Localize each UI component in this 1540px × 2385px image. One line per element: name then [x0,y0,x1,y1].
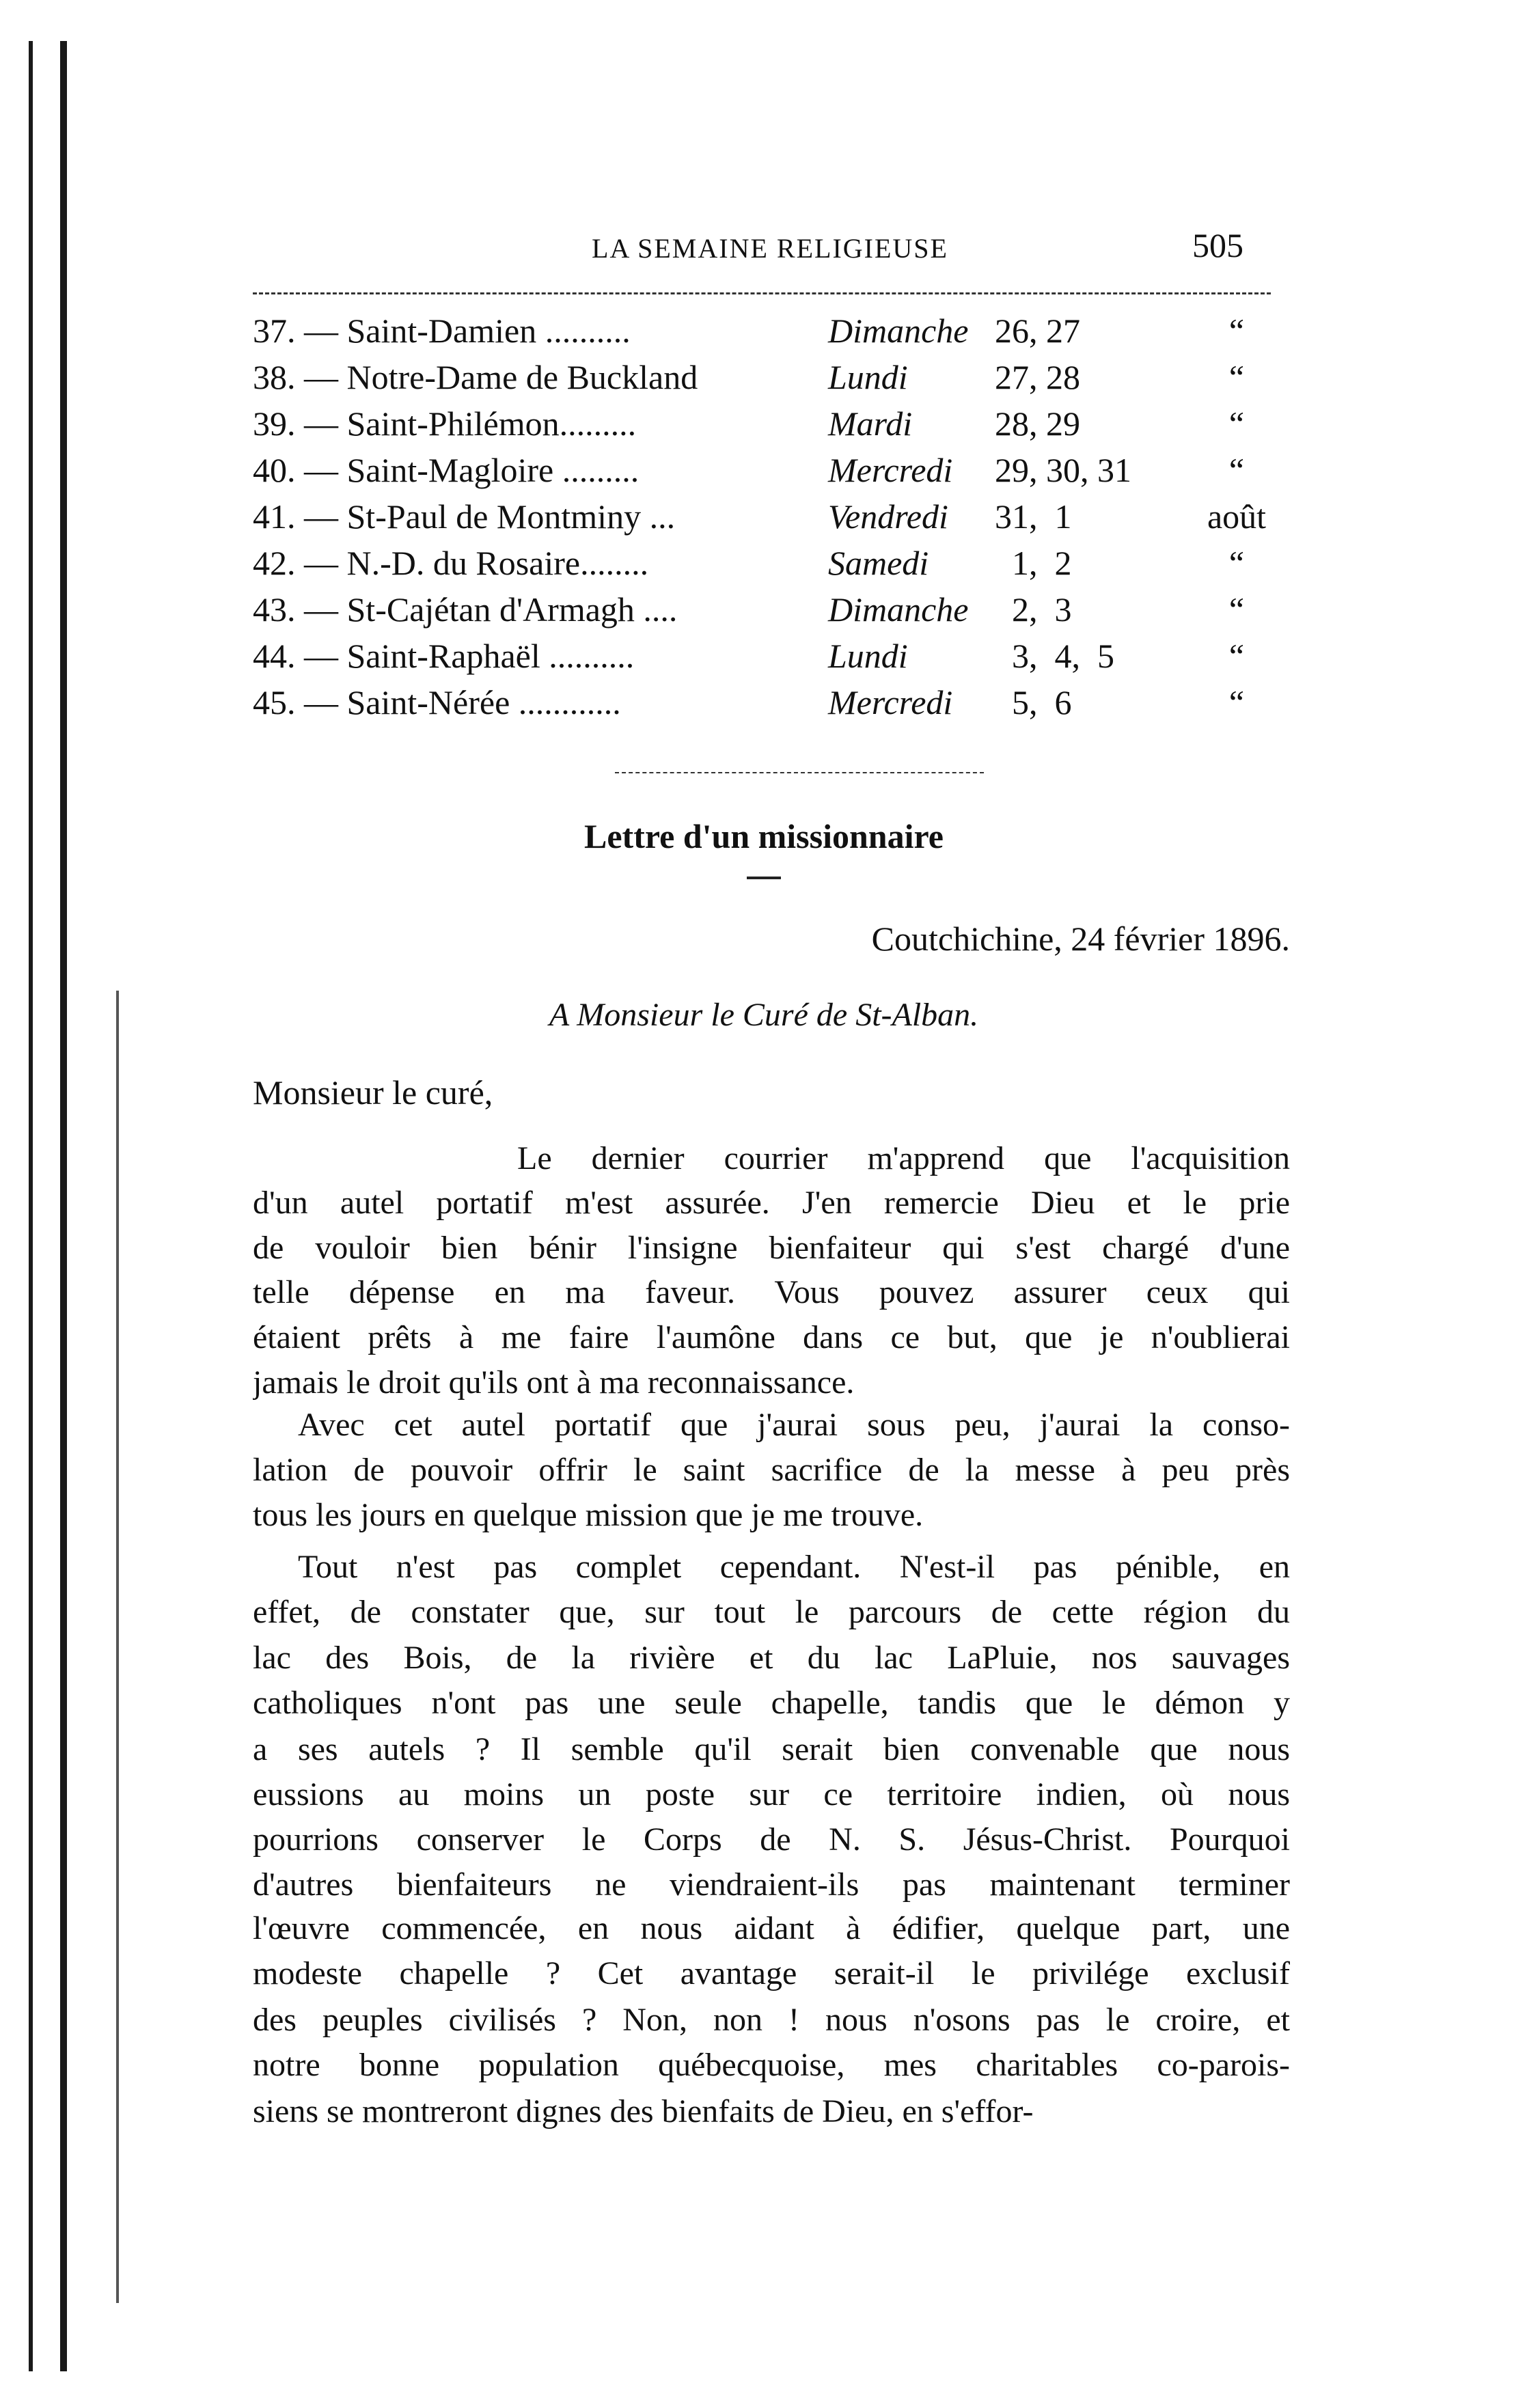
dates: 1, 2 [995,544,1072,582]
parish-name: 44. — Saint-Raphaël .......... [253,637,635,675]
weekday: Lundi [828,637,908,675]
weekday: Lundi [828,358,908,396]
parish-name: 38. — Notre-Dame de Buckland [253,358,698,396]
parish-name: 37. — Saint-Damien .......... [253,312,631,350]
text-line: étaient prêts à me faire l'aumône dans ce but, que je n'oublierai [253,1319,1290,1355]
weekday: Vendredi [828,497,948,536]
text-line: l'œuvre commencée, en nous aidant à édifier, quelque part, une [253,1910,1290,1946]
dates: 28, 29 [995,404,1080,443]
month: “ [1228,590,1245,629]
schedule-row [253,357,1319,404]
month: “ [1228,404,1245,443]
month: “ [1228,358,1245,396]
section-rule [615,772,984,773]
month: août [1207,497,1267,536]
parish-name: 42. — N.-D. du Rosaire........ [253,544,649,582]
dates: 5, 6 [995,683,1072,721]
text-line: Tout n'est pas complet cependant. N'est-il pas pénible, en [298,1549,1290,1585]
text-line: catholiques n'ont pas une seule chapelle, tandis que le démon y [253,1685,1290,1721]
schedule-row [253,404,1319,450]
text-line: eussions au moins un poste sur ce territoire indien, où nous [253,1776,1290,1812]
schedule-row [253,683,1319,729]
dates: 27, 28 [995,358,1080,396]
parish-name: 40. — Saint-Magloire ......... [253,451,640,489]
weekday: Dimanche [828,590,969,629]
text-line: Le dernier courrier m'apprend que l'acquisition [517,1140,1290,1176]
month: “ [1228,637,1245,675]
text-line: pourrions conserver le Corps de N. S. Jésus-Christ. Pourquoi [253,1821,1290,1858]
title-dash [747,877,781,879]
parish-name: 39. — Saint-Philémon......... [253,404,637,443]
text-line: des peuples civilisés ? Non, non ! nous n'osons pas le croire, et [253,2002,1290,2038]
weekday: Mercredi [828,451,953,489]
text-line: lation de pouvoir offrir le saint sacrifice de la messe à peu près [253,1452,1290,1488]
running-title: LA SEMAINE RELIGIEUSE [592,233,948,264]
schedule-row [253,636,1319,683]
schedule-row [253,311,1319,357]
text-line: siens se montreront dignes des bienfaits de Dieu, en s'effor- [253,2093,1034,2129]
text-line: Avec cet autel portatif que j'aurai sous peu, j'aurai la conso- [298,1407,1290,1443]
month: “ [1228,544,1245,582]
text-line: tous les jours en quelque mission que je me trouve. [253,1497,924,1533]
weekday: Mardi [828,404,913,443]
dates: 29, 30, 31 [995,451,1131,489]
text-line: a ses autels ? Il semble qu'il serait bien convenable que nous [253,1731,1290,1767]
month: “ [1228,312,1245,350]
schedule-row [253,543,1319,590]
weekday: Dimanche [828,312,969,350]
weekday: Samedi [828,544,929,582]
letter-title: Lettre d'un missionnaire [584,817,944,855]
month: “ [1228,683,1245,721]
dates: 31, 1 [995,497,1072,536]
place-date: Coutchichine, 24 février 1896. [871,920,1290,958]
text-line: de vouloir bien bénir l'insigne bienfaiteur qui s'est chargé d'une [253,1230,1290,1266]
page-number: 505 [1192,226,1243,264]
binding-edge [116,991,119,2303]
text-line: effet, de constater que, sur tout le parcours de cette région du [253,1594,1290,1630]
text-line: lac des Bois, de la rivière et du lac LaPluie, nos sauvages [253,1640,1290,1676]
binding-edge [60,41,67,2371]
month: “ [1228,451,1245,489]
weekday: Mercredi [828,683,953,721]
binding-edge [29,41,33,2371]
text-line: notre bonne population québecquoise, mes charitables co-parois- [253,2047,1290,2083]
header-rule [253,292,1271,294]
addressee: A Monsieur le Curé de St-Alban. [549,997,979,1033]
text-line: modeste chapelle ? Cet avantage serait-il le privilége exclusif [253,1955,1290,1991]
dates: 3, 4, 5 [995,637,1114,675]
parish-name: 43. — St-Cajétan d'Armagh .... [253,590,678,629]
schedule-row [253,497,1319,543]
parish-name: 45. — Saint-Nérée ............ [253,683,621,721]
schedule-row [253,590,1319,636]
text-line: d'un autel portatif m'est assurée. J'en remercie Dieu et le prie [253,1185,1290,1221]
dates: 26, 27 [995,312,1080,350]
parish-name: 41. — St-Paul de Montminy ... [253,497,676,536]
text-line: d'autres bienfaiteurs ne viendraient-ils pas maintenant terminer [253,1866,1290,1903]
text-line: telle dépense en ma faveur. Vous pouvez assurer ceux qui [253,1274,1290,1310]
schedule-row [253,450,1319,497]
dates: 2, 3 [995,590,1072,629]
salutation: Monsieur le curé, [253,1073,493,1112]
text-line: jamais le droit qu'ils ont à ma reconnaissance. [253,1364,855,1401]
